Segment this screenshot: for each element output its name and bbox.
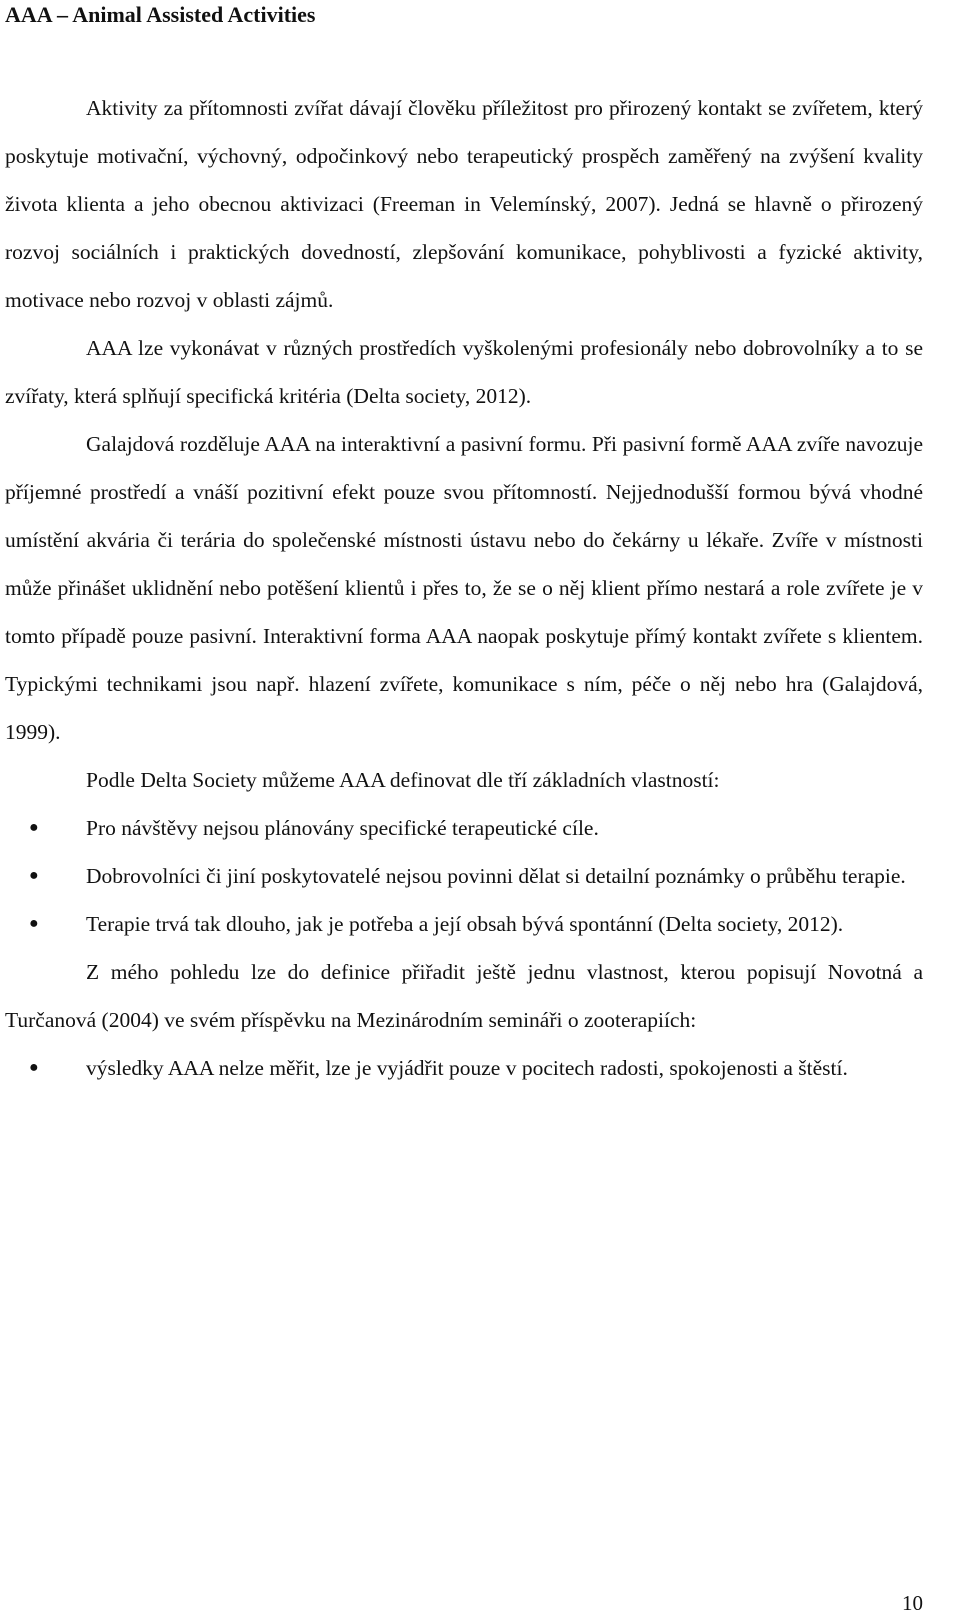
page-number: 10 [902, 1591, 923, 1615]
additional-property-list [5, 1044, 923, 1092]
section-body [5, 84, 923, 1092]
bullet-icon: ● [29, 867, 39, 884]
paragraph-delta-society-intro: Podle Delta Society můžeme AAA definovat dle tří základních vlastností: [86, 768, 720, 792]
list-item [5, 1044, 923, 1092]
paragraph-author-addition: Z mého pohledu lze do definice přiřadit ještě jednu vlastnost, kterou popisují Novotná a Turčanová (2004) ve svém příspěvku na Mezinárodním semináři o zooterapiích: [5, 960, 923, 1032]
bullet-icon: ● [29, 819, 39, 836]
paragraph-aaa-providers: AAA lze vykonávat v různých prostředích vyškolenými profesionály nebo dobrovolníky a to se zvířaty, která splňují specifická kritéria (Delta society, 2012). [5, 336, 923, 408]
list-item [5, 852, 923, 900]
list-item [5, 804, 923, 852]
paragraph-aaa-definition: Aktivity za přítomnosti zvířat dávají člověku příležitost pro přirozený kontakt se zvířetem, který poskytuje motivační, výchovný, odpočinkový nebo terapeutický prospěch zaměřený na zvýšení kvality života klienta a jeho obecnou aktivizaci (Freeman in Velemínský, 2007). Jedná se hlavně o přirozený rozvoj sociálních i praktických dovedností, zlepšování komunikace, pohyblivosti a fyzické aktivity, motivace nebo rozvoj v oblasti zájmů. [5, 96, 923, 312]
bullet-icon: ● [29, 915, 39, 932]
paragraph-aaa-forms: Galajdová rozděluje AAA na interaktivní a pasivní formu. Při pasivní formě AAA zvíře navozuje příjemné prostředí a vnáší pozitivní efekt pouze svou přítomností. Nejjednodušší formou bývá vhodné umístění akvária či terária do společenské místnosti ústavu nebo do čekárny u lékaře. Zvíře v místnosti může přinášet uklidnění nebo potěšení klientů i přes to, že se o něj klient přímo nestará a role zvířete je v tomto případě pouze pasivní. Interaktivní forma AAA naopak poskytuje přímý kontakt zvířete s klientem. Typickými technikami jsou např. hlazení zvířete, komunikace s ním, péče o něj nebo hra (Galajdová, 1999). [5, 432, 923, 744]
delta-society-properties-list [5, 804, 923, 948]
list-item-text: Pro návštěvy nejsou plánovány specifické terapeutické cíle. [86, 816, 599, 840]
list-item-text: Dobrovolníci či jiní poskytovatelé nejsou povinni dělat si detailní poznámky o průběhu terapie. [86, 864, 906, 888]
bullet-icon: ● [29, 1059, 39, 1076]
list-item-text: Terapie trvá tak dlouho, jak je potřeba a její obsah bývá spontánní (Delta society, 2012). [86, 912, 844, 936]
section-heading: AAA – Animal Assisted Activities [5, 2, 316, 27]
list-item-text: výsledky AAA nelze měřit, lze je vyjádřit pouze v pocitech radosti, spokojenosti a štěstí. [86, 1056, 848, 1080]
list-item [5, 900, 923, 948]
